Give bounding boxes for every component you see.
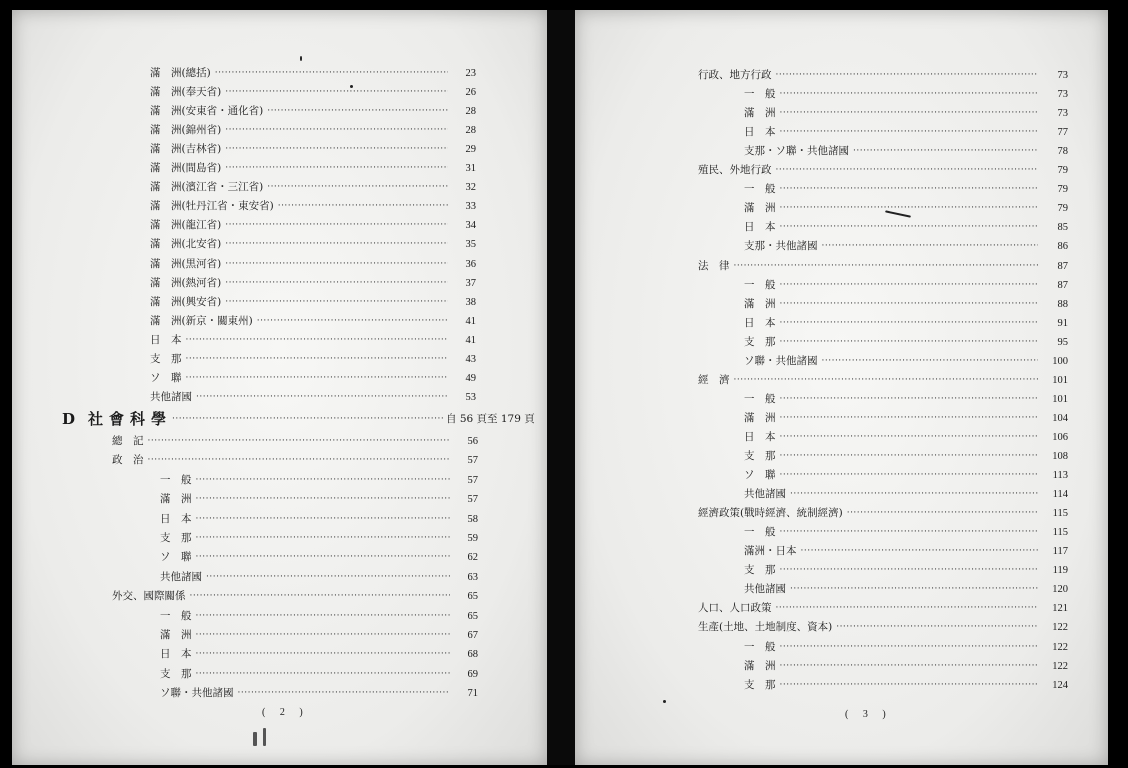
toc-entry	[150, 140, 480, 159]
toc-entry	[112, 587, 478, 606]
toc-entry-page: 29	[465, 144, 476, 156]
toc-entry-page: 34	[465, 220, 476, 232]
toc-entry	[698, 66, 1068, 85]
leader-dots	[734, 257, 1039, 276]
print-speck	[300, 56, 302, 61]
leader-dots	[196, 471, 451, 490]
toc-entry-label: 日 本	[150, 333, 182, 346]
toc-entry-page: 65	[467, 591, 478, 603]
leader-dots	[822, 237, 1039, 256]
toc-entry	[150, 102, 480, 121]
toc-entry-page: 35	[465, 239, 476, 251]
toc-entry-label: ソ聯・共他諸國	[160, 687, 234, 700]
toc-entry	[150, 216, 480, 235]
leader-dots	[790, 580, 1038, 599]
toc-entry-label: 日 本	[744, 430, 776, 443]
toc-entry	[150, 331, 480, 350]
toc-entry-page: 33	[465, 201, 476, 213]
toc-entry-label: 滿 洲(興安省)	[150, 295, 222, 308]
leader-dots	[780, 276, 1039, 295]
leader-dots	[148, 451, 451, 470]
toc-entry	[160, 665, 478, 684]
toc-entry-page: 28	[465, 125, 476, 137]
toc-entry	[150, 83, 480, 102]
toc-entry-label: ソ 聯	[160, 551, 192, 564]
leader-dots	[780, 104, 1039, 123]
toc-entry-page: 101	[1052, 393, 1068, 405]
toc-entry-page: 41	[465, 334, 476, 346]
section-letter: D	[62, 410, 82, 428]
toc-entry	[744, 657, 1068, 676]
toc-entry-label: 滿 洲	[744, 659, 776, 672]
toc-entry	[150, 293, 480, 312]
leader-dots	[190, 587, 451, 606]
leader-dots	[148, 432, 451, 451]
toc-entry	[744, 142, 1068, 161]
leader-dots	[780, 428, 1039, 447]
toc-entry	[744, 428, 1068, 447]
leader-dots	[780, 561, 1039, 580]
toc-entry-page: 65	[467, 610, 478, 622]
toc-entry-label: 支 那	[160, 667, 192, 680]
toc-entry-page: 115	[1052, 508, 1068, 520]
leader-dots	[278, 197, 448, 216]
toc-entry-label: 滿 洲(龍江省)	[150, 219, 222, 232]
leader-dots	[790, 485, 1038, 504]
toc-entry-page: 57	[467, 474, 478, 486]
leader-dots	[776, 66, 1039, 85]
toc-entry-page: 115	[1052, 527, 1068, 539]
toc-entry	[744, 542, 1068, 561]
toc-entry	[160, 548, 478, 567]
toc-entry	[150, 121, 480, 140]
leader-dots	[853, 142, 1038, 161]
leader-dots	[225, 216, 448, 235]
leader-dots	[196, 665, 451, 684]
toc-entry	[698, 371, 1068, 390]
toc-entry-label: ソ聯・共他諸國	[744, 354, 818, 367]
print-speck	[253, 732, 257, 746]
toc-entry-page: 121	[1052, 603, 1068, 615]
toc-entry-label: 滿洲・日本	[744, 545, 797, 558]
toc-entry-label: 共他諸國	[150, 390, 192, 403]
toc-entry	[744, 580, 1068, 599]
toc-entry-page: 63	[467, 571, 478, 583]
toc-entry-label: 一 般	[744, 278, 776, 291]
toc-entry-page: 36	[465, 258, 476, 270]
leader-dots	[776, 161, 1039, 180]
toc-entry	[744, 485, 1068, 504]
toc-entry-page: 104	[1052, 412, 1068, 424]
leader-dots	[196, 529, 451, 548]
leader-dots	[780, 466, 1039, 485]
toc-entry-page: 95	[1057, 336, 1068, 348]
toc-entry-page: 32	[465, 182, 476, 194]
toc-entry-page: 79	[1057, 165, 1068, 177]
toc-entry	[744, 447, 1068, 466]
toc-entry-label: 支那・ソ聯・共他諸國	[744, 145, 849, 158]
toc-entry	[150, 235, 480, 254]
toc-entry-page: 113	[1052, 470, 1068, 482]
toc-entry	[744, 352, 1068, 371]
toc-entry-label: 法 律	[698, 259, 730, 272]
print-speck	[350, 85, 353, 88]
toc-entry	[160, 529, 478, 548]
toc-entry	[150, 369, 480, 388]
toc-entry	[160, 471, 478, 490]
toc-entry	[744, 466, 1068, 485]
toc-entry-label: 一 般	[744, 88, 776, 101]
leader-dots	[196, 645, 451, 664]
toc-entry-label: 人口、人口政策	[698, 602, 772, 615]
toc-entry-label: 一 般	[744, 392, 776, 405]
toc-entry	[744, 409, 1068, 428]
toc-entry-label: 滿 洲(安東省・通化省)	[150, 105, 264, 118]
leader-dots	[780, 333, 1039, 352]
leader-dots	[196, 490, 451, 509]
leader-dots	[780, 409, 1039, 428]
toc-entry-label: 日 本	[160, 648, 192, 661]
toc-entry	[744, 104, 1068, 123]
leader-dots	[780, 314, 1039, 333]
toc-entry-page: 43	[465, 353, 476, 365]
toc-entry	[160, 626, 478, 645]
section-title: 社會科學	[88, 410, 173, 428]
toc-entry	[150, 64, 480, 83]
toc-entry	[744, 523, 1068, 542]
leader-dots	[780, 295, 1039, 314]
leader-dots	[780, 123, 1039, 142]
toc-entry-page: 108	[1052, 451, 1068, 462]
toc-entry-label: 一 般	[160, 609, 192, 622]
toc-entry-page: 78	[1057, 146, 1068, 158]
toc-entry	[150, 159, 480, 178]
leader-dots	[780, 85, 1039, 104]
toc-entry-page: 88	[1057, 298, 1068, 310]
toc-entry-page: 117	[1052, 546, 1068, 558]
toc-entry-page: 49	[465, 372, 476, 384]
toc-entry-page: 69	[467, 668, 478, 680]
toc-entry	[744, 85, 1068, 104]
leader-dots	[776, 599, 1039, 618]
toc-entry-page: 106	[1052, 431, 1068, 443]
toc-entry-label: 共他諸國	[744, 488, 786, 501]
leader-dots	[780, 218, 1039, 237]
toc-entry-page: 28	[465, 106, 476, 118]
toc-entry-page: 37	[465, 277, 476, 289]
toc-entry	[160, 568, 478, 587]
toc-entry-page: 26	[465, 87, 476, 99]
toc-entry-page: 122	[1052, 622, 1068, 634]
toc-entry-page: 124	[1052, 679, 1068, 691]
leader-dots	[225, 274, 448, 293]
section-heading	[62, 408, 535, 430]
toc-entry-page: 79	[1057, 184, 1068, 196]
toc-entry	[744, 180, 1068, 199]
toc-entry-label: 一 般	[160, 473, 192, 486]
leader-dots	[780, 390, 1039, 409]
toc-entry-page: 41	[465, 315, 476, 327]
toc-entry	[744, 561, 1068, 580]
leader-dots	[196, 388, 448, 407]
leader-dots	[780, 447, 1039, 466]
toc-entry-page: 120	[1052, 584, 1068, 596]
toc-entry-label: 日 本	[744, 316, 776, 329]
toc-entry	[744, 218, 1068, 237]
toc-entry-label: 支 那	[744, 678, 776, 691]
toc-entry-label: 生產(土地、土地制度、資本)	[698, 621, 833, 634]
toc-entry-page: 79	[1057, 203, 1068, 215]
toc-entry-label: 外交、國際關係	[112, 590, 186, 603]
toc-entry-page: 85	[1057, 222, 1068, 234]
toc-entry-label: 經濟政策(戰時經濟、統制經濟)	[698, 507, 843, 520]
toc-entry-label: ソ 聯	[744, 469, 776, 482]
leader-dots	[196, 607, 451, 626]
leader-dots	[196, 548, 451, 567]
leader-dots	[257, 312, 448, 331]
toc-entry-label: 支 那	[744, 564, 776, 577]
toc-entry-label: 滿 洲	[160, 493, 192, 506]
toc-entry-page: 23	[465, 68, 476, 79]
toc-entry-label: 滿 洲(牡丹江省・東安省)	[150, 200, 274, 213]
toc-entry	[744, 333, 1068, 352]
toc-entry-label: 殖民、外地行政	[698, 164, 772, 177]
toc-entry-label: 一 般	[744, 526, 776, 539]
leader-dots	[206, 568, 450, 587]
toc-entry	[744, 295, 1068, 314]
leader-dots	[172, 408, 444, 427]
leader-dots	[186, 350, 449, 369]
leader-dots	[225, 255, 448, 274]
toc-entry-label: 一 般	[744, 640, 776, 653]
toc-entry-label: 支 那	[744, 450, 776, 462]
leader-dots	[780, 676, 1039, 695]
toc-entry-page: 122	[1052, 641, 1068, 653]
print-speck	[263, 728, 266, 746]
toc-entry-label: 日 本	[744, 126, 776, 139]
toc-entry-label: 滿 洲(間島省)	[150, 162, 222, 175]
toc-entry	[698, 599, 1068, 618]
toc-entry	[160, 510, 478, 529]
toc-entry	[150, 274, 480, 293]
toc-entry-label: 共他諸國	[744, 583, 786, 596]
toc-entry-label: 滿 洲(總括)	[150, 67, 211, 79]
toc-entry-page: 77	[1057, 127, 1068, 139]
toc-entry-label: 滿 洲(奉天省)	[150, 86, 222, 99]
toc-entry-page: 73	[1057, 70, 1068, 81]
leader-dots	[780, 180, 1039, 199]
toc-entry-label: 經 濟	[698, 373, 730, 386]
toc-entry-label: 支 那	[160, 532, 192, 544]
leader-dots	[822, 352, 1039, 371]
toc-entry	[160, 607, 478, 626]
leader-dots	[196, 626, 451, 645]
leader-dots	[186, 369, 449, 388]
toc-entry	[112, 451, 478, 470]
leader-dots	[734, 371, 1039, 390]
toc-entry-page: 57	[467, 494, 478, 506]
toc-entry	[744, 390, 1068, 409]
leader-dots	[780, 657, 1039, 676]
toc-entry	[150, 350, 480, 369]
toc-entry	[112, 432, 478, 451]
toc-entry-page: 122	[1052, 660, 1068, 672]
toc-entry-page: 58	[467, 513, 478, 525]
toc-entry	[160, 645, 478, 664]
toc-entry-page: 87	[1057, 260, 1068, 272]
print-speck	[663, 700, 666, 703]
leader-dots	[225, 293, 448, 312]
toc-entry	[160, 684, 478, 703]
toc-entry-page: 56	[467, 436, 478, 447]
toc-entry-page: 31	[465, 163, 476, 175]
toc-entry-page: 71	[467, 688, 478, 700]
toc-entry-label: 滿 洲	[744, 297, 776, 310]
toc-entry-label: 滿 洲	[744, 202, 776, 215]
toc-entry-page: 67	[467, 630, 478, 641]
toc-entry-label: 滿 洲(錦州省)	[150, 124, 222, 137]
toc-entry-label: 滿 洲(新京・關東州)	[150, 314, 253, 327]
leader-dots	[215, 64, 448, 83]
leader-dots	[225, 235, 448, 254]
leader-dots	[225, 83, 448, 102]
toc-entry-page: 73	[1057, 108, 1068, 120]
toc-entry	[150, 312, 480, 331]
leader-dots	[267, 178, 448, 197]
toc-entry-label: 行政、地方行政	[698, 69, 772, 81]
toc-entry-page: 57	[467, 455, 478, 467]
toc-entry-page: 101	[1052, 374, 1068, 386]
toc-entry-page: 73	[1057, 89, 1068, 101]
toc-entry-page: 119	[1052, 565, 1068, 577]
toc-entry-page: 86	[1057, 241, 1068, 253]
toc-entry	[744, 276, 1068, 295]
toc-entry	[150, 388, 480, 407]
toc-entry	[698, 257, 1068, 276]
toc-entry	[744, 638, 1068, 657]
toc-entry	[150, 255, 480, 274]
leader-dots	[225, 140, 448, 159]
toc-entry-label: 一 般	[744, 183, 776, 196]
toc-entry-label: 滿 洲(濱江省・三江省)	[150, 181, 264, 194]
toc-entry-label: 支 那	[150, 352, 182, 365]
toc-entry	[150, 178, 480, 197]
section-page-range: 自 56 頁至 179 頁	[446, 413, 535, 425]
toc-entry-label: 滿 洲(北安省)	[150, 238, 222, 251]
leader-dots	[267, 102, 448, 121]
toc-entry-page: 38	[465, 296, 476, 308]
leader-dots	[225, 159, 448, 178]
toc-entry-page: 91	[1057, 317, 1068, 329]
toc-entry	[698, 618, 1068, 637]
toc-entry-label: 滿 洲(黒河省)	[150, 257, 222, 270]
toc-entry-page: 114	[1052, 489, 1068, 501]
toc-entry-page: 68	[467, 649, 478, 661]
toc-entry-label: 滿 洲	[744, 411, 776, 424]
toc-entry-label: ソ 聯	[150, 371, 182, 384]
toc-entry-page: 59	[467, 533, 478, 544]
book-spine	[547, 10, 575, 765]
toc-entry	[744, 123, 1068, 142]
toc-entry-page: 53	[465, 391, 476, 403]
toc-entry	[150, 197, 480, 216]
toc-entry	[698, 161, 1068, 180]
toc-entry-label: 總 記	[112, 435, 144, 447]
toc-entry-label: 日 本	[744, 221, 776, 234]
toc-entry	[744, 676, 1068, 695]
page-number-right: ( 3 )	[845, 709, 892, 720]
leader-dots	[847, 504, 1038, 523]
toc-entry-label: 日 本	[160, 512, 192, 525]
toc-entry-label: 滿 洲	[744, 107, 776, 120]
toc-entry-label: 滿 洲(熱河省)	[150, 276, 222, 289]
leader-dots	[196, 510, 451, 529]
toc-entry-label: 共他諸國	[160, 570, 202, 583]
toc-entry	[160, 490, 478, 509]
leader-dots	[225, 121, 448, 140]
toc-entry	[698, 504, 1068, 523]
toc-entry-label: 滿 洲(吉林省)	[150, 143, 222, 156]
leader-dots	[238, 684, 451, 703]
leader-dots	[780, 638, 1039, 657]
toc-entry-page: 87	[1057, 279, 1068, 291]
leader-dots	[836, 618, 1038, 637]
toc-entry-page: 62	[467, 552, 478, 564]
toc-entry-label: 支那・共他諸國	[744, 240, 818, 253]
page-number-left: ( 2 )	[262, 707, 309, 718]
leader-dots	[801, 542, 1039, 561]
toc-entry-label: 支 那	[744, 335, 776, 348]
leader-dots	[186, 331, 449, 350]
toc-entry	[744, 314, 1068, 333]
leader-dots	[780, 523, 1039, 542]
toc-entry-label: 滿 洲	[160, 629, 192, 641]
toc-entry-page: 100	[1052, 355, 1068, 367]
toc-entry	[744, 237, 1068, 256]
toc-entry-label: 政 治	[112, 454, 144, 467]
